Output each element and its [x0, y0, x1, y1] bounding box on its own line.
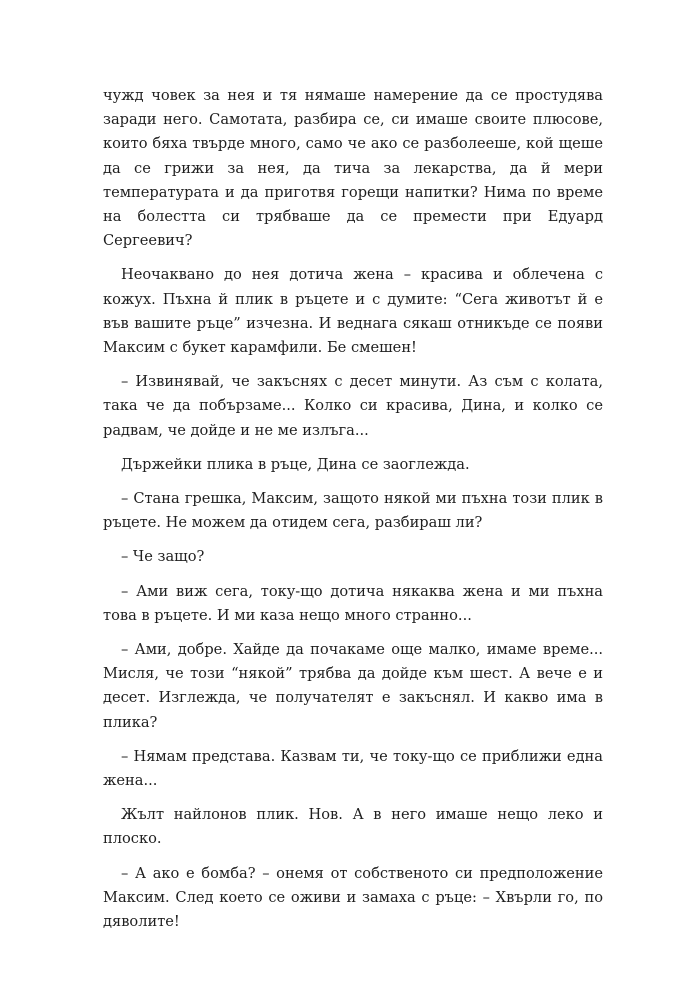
paragraph: – А ако е бомба? – онемя от собственото си предположение Максим. След което се оживи и замаха с ръце: – Хвърли го, по дяволите!: [103, 864, 603, 931]
body-text: [103, 84, 603, 944]
paragraph: – Нямам представа. Казвам ти, че току-що се приближи една жена...: [103, 747, 603, 790]
paragraph: – Ами, добре. Хайде да почакаме още малко, имаме време... Мисля, че този “някой” трябва да дойде към шест. А вече е и десет. Изглежда, че получателят е закъснял. И какво има в плика?: [103, 641, 603, 731]
paragraph: чужд човек за нея и тя нямаше намерение да се простудява заради него. Самотата, разбира се, си имаше своите плюсове, които бяха твърде много, само че ако се разболееше, кой щеше да се грижи за нея, да тича за лекарства, да й мери температурата и да приготвя горещи напитки? Нима по време на болестта си трябваше да се премести при Едуард Сергеевич?: [103, 87, 603, 250]
paragraph: – Че защо?: [121, 548, 205, 566]
paragraph: – Извинявай, че закъснях с десет минути. Аз съм с колата, така че да побързаме... Колко си красива, Дина, и колко се радвам, че дойде и не ме излъга...: [103, 373, 603, 439]
paragraph: Неочаквано до нея дотича жена – красива и облечена с кожух. Пъхна й плик в ръцете и с думите: “Сега животът й е във вашите ръце” изчезна. И веднага сякаш отникъде се появи Максим с букет карамфили. Бе смешен!: [103, 266, 603, 357]
paragraph: Жълт найлонов плик. Нов. А в него имаше нещо леко и плоско.: [103, 806, 603, 848]
paragraph: – Стана грешка, Максим, защото някой ми пъхна този плик в ръцете. Не можем да отидем сега, разбираш ли?: [103, 490, 603, 532]
paragraph: Държейки плика в ръце, Дина се заоглежда.: [121, 455, 470, 473]
paragraph: – Ами виж сега, току-що дотича някаква жена и ми пъхна това в ръцете. И ми каза нещо много странно...: [103, 582, 603, 624]
